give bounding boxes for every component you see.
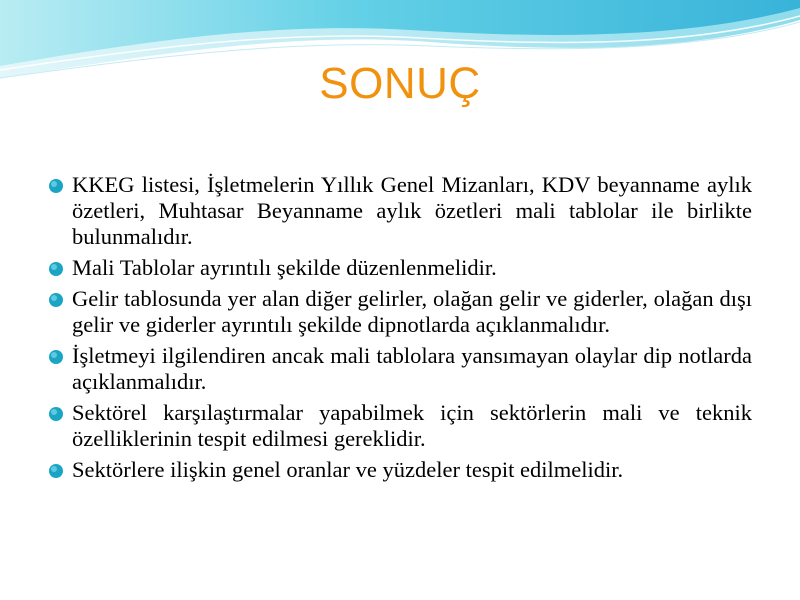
- bullet-item: [48, 343, 752, 395]
- bullet-text: İşletmeyi ilgilendiren ancak mali tablolara yansımayan olaylar dip notlarda açıklanmalıdır.: [72, 343, 752, 394]
- bullet-text: Sektörlere ilişkin genel oranlar ve yüzdeler tespit edilmelidir.: [72, 457, 624, 482]
- bullet-text: Gelir tablosunda yer alan diğer gelirler, olağan gelir ve giderler, olağan dışı gelir ve giderler ayrıntılı şekilde dipnotlarda açıklanmalıdır.: [72, 286, 752, 337]
- bullet-list: [48, 172, 752, 488]
- bullet-text: Mali Tablolar ayrıntılı şekilde düzenlenmelidir.: [72, 255, 497, 280]
- bullet-item: [48, 400, 752, 452]
- bullet-text: KKEG listesi, İşletmelerin Yıllık Genel Mizanları, KDV beyanname aylık özetleri, Muhtasar Beyanname aylık özetleri mali tablolar ile birlikte bulunmalıdır.: [72, 172, 752, 249]
- bullet-dot-icon: [48, 463, 64, 479]
- bullet-dot-icon: [48, 292, 64, 308]
- bullet-dot-icon: [48, 261, 64, 277]
- bullet-dot-icon: [48, 178, 64, 194]
- slide-title: SONUÇ: [319, 59, 481, 108]
- bullet-dot-icon: [48, 349, 64, 365]
- bullet-item: [48, 255, 752, 281]
- bullet-item: [48, 172, 752, 250]
- bullet-dot-icon: [48, 406, 64, 422]
- bullet-item: [48, 457, 752, 483]
- bullet-text: Sektörel karşılaştırmalar yapabilmek için sektörlerin mali ve teknik özelliklerinin tespit edilmesi gereklidir.: [72, 400, 752, 451]
- bullet-item: [48, 286, 752, 338]
